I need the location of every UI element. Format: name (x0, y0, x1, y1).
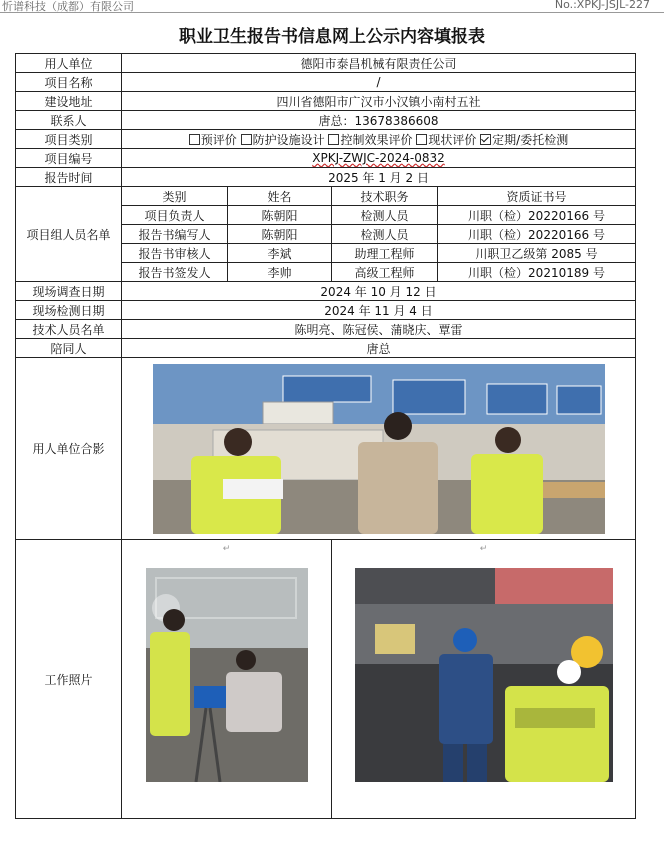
member-title: 检测人员 (332, 206, 438, 225)
member-role: 报告书审核人 (122, 244, 228, 263)
employer-label: 用人单位 (16, 54, 122, 73)
team-header: 技术职务 (332, 187, 438, 206)
team-header: 类别 (122, 187, 228, 206)
member-cert: 川职（检）20220166 号 (438, 206, 636, 225)
member-title: 助理工程师 (332, 244, 438, 263)
test-date-label: 现场检测日期 (16, 301, 122, 320)
member-title: 高级工程师 (332, 263, 438, 282)
team-label: 项目组人员名单 (16, 187, 122, 282)
project-name-value: / (122, 73, 636, 92)
contact-value: 唐总：13678386608 (122, 111, 636, 130)
checkbox-icon (416, 134, 427, 145)
member-name: 李斌 (228, 244, 332, 263)
test-date-value: 2024 年 11 月 4 日 (122, 301, 636, 320)
checkbox-checked-icon (480, 134, 491, 145)
member-cert: 川职（检）20210189 号 (438, 263, 636, 282)
team-header: 姓名 (228, 187, 332, 206)
row-employer (16, 54, 636, 73)
category-options (122, 130, 636, 149)
team-header-row (16, 187, 636, 206)
member-name: 陈朝阳 (228, 206, 332, 225)
checkbox-icon (328, 134, 339, 145)
doc-number: No.:XPKJ-JSJL-227 (554, 0, 650, 11)
row-tech-staff (16, 320, 636, 339)
group-photo-label: 用人单位合影 (16, 358, 122, 540)
category-option[interactable]: 防护设施设计 (241, 133, 325, 147)
member-cert: 川职（检）20220166 号 (438, 225, 636, 244)
project-no-label: 项目编号 (16, 149, 122, 168)
member-cert: 川职卫乙级第 2085 号 (438, 244, 636, 263)
member-role: 报告书签发人 (122, 263, 228, 282)
info-form-table (15, 53, 636, 819)
row-category (16, 130, 636, 149)
row-project-no (16, 149, 636, 168)
employer-value: 德阳市泰昌机械有限责任公司 (122, 54, 636, 73)
survey-date-value: 2024 年 10 月 12 日 (122, 282, 636, 301)
escort-label: 陪同人 (16, 339, 122, 358)
category-label: 项目类别 (16, 130, 122, 149)
checkbox-icon (189, 134, 200, 145)
report-time-label: 报告时间 (16, 168, 122, 187)
page-header (0, 0, 664, 14)
row-survey-date (16, 282, 636, 301)
row-address (16, 92, 636, 111)
member-title: 检测人员 (332, 225, 438, 244)
page-title: 职业卫生报告书信息网上公示内容填报表 (179, 27, 485, 47)
row-report-time (16, 168, 636, 187)
member-name: 李帅 (228, 263, 332, 282)
contact-label: 联系人 (16, 111, 122, 130)
group-photo (153, 364, 605, 534)
address-label: 建设地址 (16, 92, 122, 111)
member-role: 报告书编写人 (122, 225, 228, 244)
address-value: 四川省德阳市广汉市小汉镇小南村五社 (122, 92, 636, 111)
tech-staff-value: 陈明亮、陈冠侯、蒲晓庆、覃雷 (122, 320, 636, 339)
report-time-value: 2025 年 1 月 2 日 (122, 168, 636, 187)
category-option[interactable]: 定期/委托检测 (480, 133, 568, 147)
escort-value: 唐总 (122, 339, 636, 358)
row-work-photos: 工作照片 ↵ ↵ (16, 540, 636, 819)
category-option[interactable]: 控制效果评价 (328, 133, 412, 147)
member-name: 陈朝阳 (228, 225, 332, 244)
company-header: 忻谱科技（成都）有限公司 (2, 0, 134, 13)
work-photo-right (355, 568, 613, 782)
row-test-date (16, 301, 636, 320)
row-project-name (16, 73, 636, 92)
team-header: 资质证书号 (438, 187, 636, 206)
survey-date-label: 现场调查日期 (16, 282, 122, 301)
tech-staff-label: 技术人员名单 (16, 320, 122, 339)
work-photos-label: 工作照片 (16, 540, 122, 819)
row-group-photo (16, 358, 636, 540)
row-contact (16, 111, 636, 130)
checkbox-icon (241, 134, 252, 145)
member-role: 项目负责人 (122, 206, 228, 225)
work-photo-left (146, 568, 308, 782)
project-name-label: 项目名称 (16, 73, 122, 92)
row-escort (16, 339, 636, 358)
project-no-value: XPKJ-ZWJC-2024-0832 (312, 151, 445, 165)
header-rule (0, 12, 664, 13)
category-option[interactable]: 现状评价 (416, 133, 476, 147)
category-option[interactable]: 预评价 (189, 133, 237, 147)
